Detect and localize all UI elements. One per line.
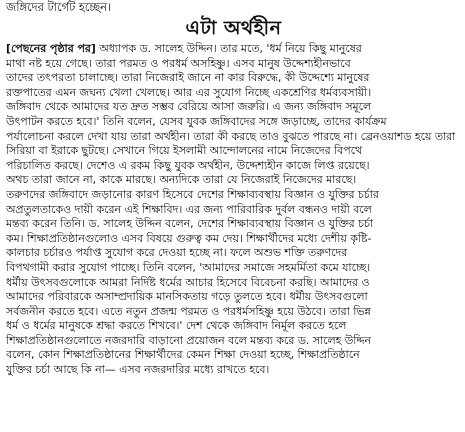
article-line: সিরিয়া বা ইরাকে ছুটছে। সেখানে গিয়ে ইসলামী আন্দোলনের নামে নিজেদের বিপথে (6, 144, 363, 158)
article-line: অপ্রতুলতাকেও দায়ী করেন এই শিক্ষাবিদ। এর জন্য পারিবারিক দুর্বল বন্ধনও দায়ী বলে (6, 202, 372, 216)
article-line: সর্বজনীন করতে হবে। এতে নতুন প্রজন্ম পরমত ও পরধর্মসহিষ্ণু হয়ে উঠবে। তারা ভিন্ন (6, 304, 371, 318)
continuation-kicker: [পেছনের পৃষ্ঠার পর] (6, 42, 96, 55)
article-line: মাথা নষ্ট হয়ে গেছে। তারা পরমত ও পরধর্ম অসহিষ্ণু। এসব মানুষ উদ্দেশ্যহীনভাবে (6, 56, 351, 70)
article-line: পরিচালিত করছে। দেশেও এ রকম কিছু যুবক অর্থহীন, উদ্দেশ্যহীন কাজে লিপ্ত রয়েছে। (6, 158, 370, 172)
article-line: ধর্মীয় উৎসবগুলোকে আমরা নির্দিষ্ট ধর্মের আচার হিসেবে বিবেচনা করছি। আমাদের ও (6, 275, 370, 289)
article-line: তাদের তৎপরতা চালাচ্ছে। তারা নিজেরাই জানে না কার বিরুদ্ধে, কী উদ্দেশ্যে মানুষের (6, 71, 370, 85)
article-line: তরুণদের জঙ্গিবাদে জড়ানোর কারণ হিসেবে দেশের শিক্ষাব্যবস্থায় বিজ্ঞান ও যুক্তির চর্চার (6, 187, 379, 201)
article-line (6, 42, 461, 57)
article-line: রক্তপাতের এমন জঘন্য খেলা খেলছে। আর এর সুযোগ নিচ্ছে একশ্রেণির ধর্মব্যবসায়ী। (6, 85, 372, 99)
article-body (6, 42, 461, 378)
article-line: কালচার চর্চারও পর্যাপ্ত সুযোগ করে দেওয়া হচ্ছে না। ফলে অশুভ শক্তি তরুণদের (6, 246, 348, 260)
article-line: আমাদের পরিবারকে অসাম্প্রদায়িক মানসিকতায় গড়ে তুলতে হবে। ধর্মীয় উৎসবগুলো (6, 290, 368, 304)
article-line: উৎপাটন করতে হবে।' তিনি বলেন, যেসব যুবক জঙ্গিবাদের সঙ্গে জড়াচ্ছে, তাদের কার্যক্রম (6, 114, 387, 128)
article-line-text: অধ্যাপক ড. সালেহ উদ্দিন। তার মতে, 'ধর্ম নিয়ে কিছু মানুষের (95, 42, 362, 55)
article-line: পর্যালোচনা করলে দেখা যায় তারা অর্থহীন। তারা কী করছে তাও বুঝতে পারছে না। ব্রেনওয়াশড হয়ে তারা (6, 129, 456, 143)
article-line: জঙ্গিবাদ থেকে আমাদের যত দ্রুত সম্ভব বেরিয়ে আসা জরুরি। এ জন্য জঙ্গিবাদ সমূলে (6, 100, 372, 114)
article-line: বলেন, কোন শিক্ষাপ্রতিষ্ঠানের শিক্ষার্থীদের কেমন শিক্ষা দেওয়া হচ্ছে, শিক্ষাপ্রতিষ্ঠানে (6, 348, 360, 362)
article-headline: এটা অর্থহীন (185, 17, 282, 39)
article-line: ধর্ম ও ধর্মের মানুষকে শ্রদ্ধা করতে শিখবে।' দেশ থেকে জঙ্গিবাদ নির্মূল করতে হলে (6, 319, 347, 333)
article-line: যুক্তির চর্চা আছে কি না— এসব নজরদারির মধ্যে রাখতে হবে। (6, 363, 270, 377)
article-line: শিক্ষাপ্রতিষ্ঠানগুলোতে নজরদারি বাড়ানো প্রয়োজন বলে মন্তব্য করে ড. সালেহ উদ্দিন (6, 333, 371, 347)
article-line: অথচ তারা জানে না, কাকে মারছে। অন্যদিকে তারা যে নিজেরাই নিজেদের মারছে। (6, 173, 357, 187)
article-line: কম। শিক্ষাপ্রতিষ্ঠানগুলোও এসব বিষয়ে গুরুত্ব কম দেয়। শিক্ষার্থীদের মধ্যে দেশীয় কৃষ্টি- (6, 231, 372, 245)
article-line: মন্তব্য করেন তিনি। ড. সালেহ উদ্দিন বলেন, দেশের শিক্ষাব্যবস্থায় বিজ্ঞান ও যুক্তির চর্চা (6, 217, 374, 231)
previous-article-tail: জঙ্গিদের টার্গেট হচ্ছেন। (6, 0, 112, 14)
article-line: বিপথগামী করার সুযোগ পাচ্ছে। তিনি বলেন, 'আমাদের সমাজে সহমর্মিতা কমে যাচ্ছে। (6, 260, 371, 274)
